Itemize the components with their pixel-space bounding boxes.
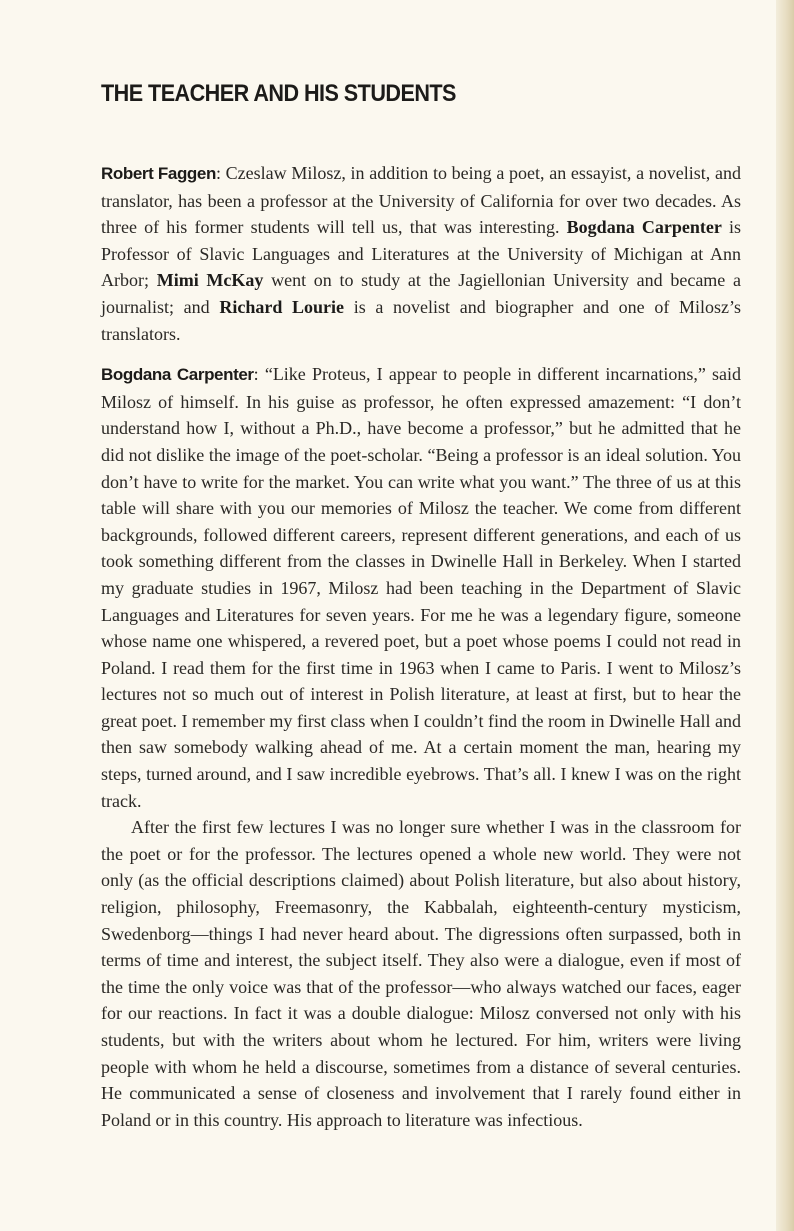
speaker-name: Robert Faggen [101, 164, 216, 183]
speaker-name: Bogdana Carpenter [101, 365, 254, 385]
intro-text-3: went on to study at the Jagiellonian University and became a journalist; and [101, 270, 741, 317]
page-edge [776, 0, 794, 1231]
person-name: Richard Lourie [219, 296, 345, 317]
intro-paragraph [101, 160, 741, 347]
person-name: Mimi McKay [156, 270, 264, 291]
carpenter-text-1: : “Like Proteus, I appear to people in different incarnations,” said Milosz of himself. In his guise as professor, he often expressed amazement: “I don’t understand how I, without a Ph.D., have become a professor,” but he admitted that he did not dislike the image of the poet-scholar. “Being a professor is an ideal solution. You don’t have to write for the market. You can write what you want.” The three of us at this table will share with you our memories of Milosz the teacher. We come from different backgrounds, followed different careers, represent different generations, and each of us took something different from the classes in Dwinelle Hall in Berkeley. When I started my graduate studies in 1967, Milosz had been teaching in the Department of Slavic Languages and Literatures for seven years. For me he was a legendary figure, someone whose name one whispered, a revered poet, but a poet whose poems I could not read in Poland. I read them for the first time in 1963 when I came to Paris. I went to Milosz’s lectures not so much out of interest in Polish literature, at least at first, but to hear the great poet. I remember my first class when I couldn’t find the room in Dwinelle Hall and then saw somebody walking ahead of me. At a certain moment the man, hearing my steps, turned around, and I saw incredible eyebrows. That’s all. I knew I was on the right track. [101, 364, 741, 811]
person-name: Bogdana Carpenter [566, 217, 722, 238]
intro-text-1: : Czeslaw Milosz, in addition to being a poet, an essayist, a novelist, and translator, has been a professor at the University of California for over two decades. As three of his former students will tell us, that was interesting. [101, 163, 741, 238]
chapter-title: THE TEACHER AND HIS STUDENTS [101, 80, 456, 107]
page-content [101, 80, 741, 1133]
intro-text-4: is a novelist and biographer and one of Milosz’s translators. [101, 296, 742, 344]
intro-text-2: is Professor of Slavic Languages and Literatures at the University of Michigan at Ann Arbor; [101, 217, 742, 291]
carpenter-paragraph-2: After the first few lectures I was no longer sure whether I was in the classroom for the poet or for the professor. The lectures opened a whole new world. They were not only (as the official descriptions claimed) about Polish literature, but also about history, religion, philosophy, Freemasonry, the Kabbalah, eighteenth-century mysticism, Swedenborg—things I had never heard about. The digressions often surpassed, both in terms of time and interest, the subject itself. They also were a dialogue, even if most of the time the only voice was that of the professor—who always watched our faces, eager for our reactions. In fact it was a double dialogue: Milosz conversed not only with his students, but with the writers about whom he lectured. For him, writers were living people with whom he held a discourse, sometimes from a distance of several centuries. He communicated a sense of closeness and involvement that I rarely found either in Poland or in this country. His approach to literature was infectious. [101, 817, 741, 1130]
carpenter-paragraph-1 [101, 361, 741, 814]
